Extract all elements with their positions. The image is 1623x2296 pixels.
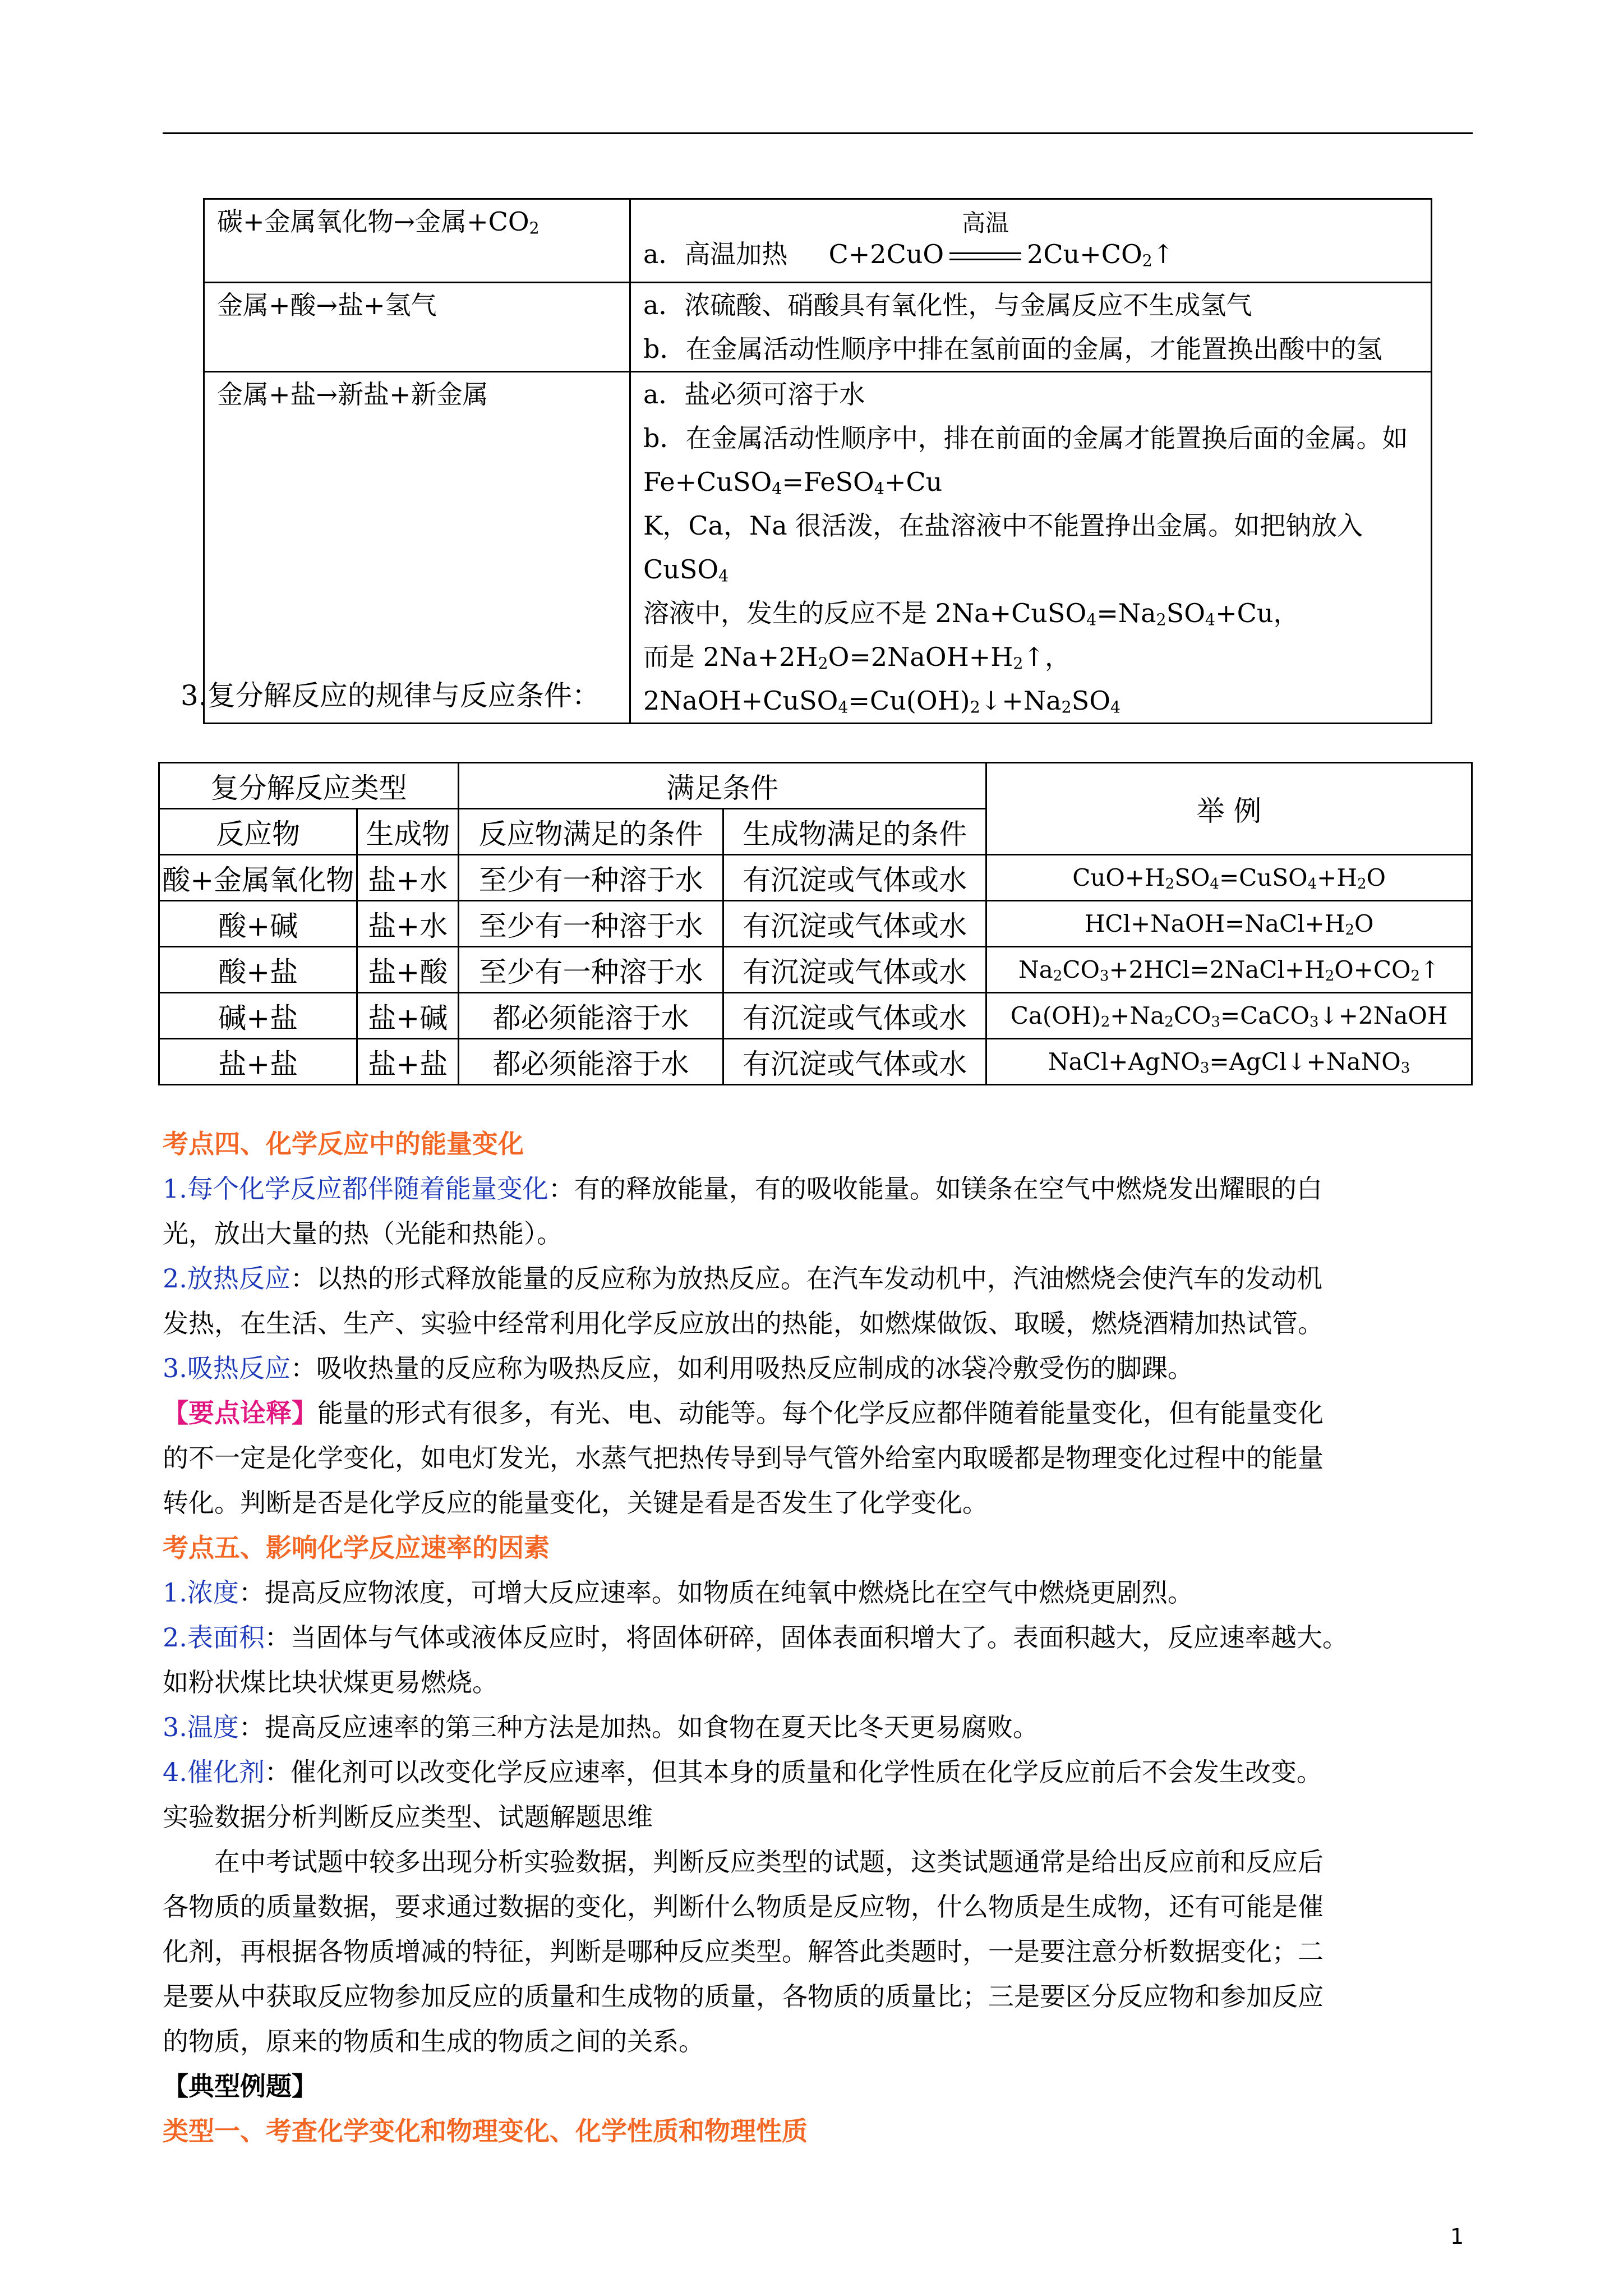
- t2-header-type: 复分解反应类型: [159, 763, 459, 809]
- note-label: 【要点诠释】: [163, 1398, 317, 1428]
- analysis-cont: 化剂，再根据各物质增减的特征，判断是哪种反应类型。解答此类题时，一是要注意分析数据变化；二: [163, 1936, 1324, 1967]
- cell-product-cond: 有沉淀或气体或水: [723, 993, 986, 1039]
- replacement-table: [203, 198, 1432, 724]
- kp5-p4: 4.催化剂：催化剂可以改变化学反应速率，但其本身的质量和化学性质在化学反应前后不会发生改变。: [163, 1757, 1322, 1787]
- cell-reactant-cond: 至少有一种溶于水: [459, 901, 723, 947]
- t1-r2-right: a．浓硫酸、硝酸具有氧化性，与金属反应不生成氢气 b．在金属活动性顺序中排在氢前面的金属，才能置换出酸中的氢: [630, 283, 1432, 372]
- t2-header-reactant: 反应物: [159, 809, 357, 855]
- kp5-p3: 3.温度：提高反应速率的第三种方法是加热。如食物在夏天比冬天更易腐败。: [163, 1712, 1039, 1742]
- reaction-condition: 高温: [949, 232, 1021, 276]
- kp4-p1: 1.每个化学反应都伴随着能量变化：有的释放能量，有的吸收能量。如镁条在空气中燃烧发出耀眼的白: [163, 1174, 1322, 1204]
- t1-r3-right: a．盐必须可溶于水 b．在金属活动性顺序中，排在前面的金属才能置换后面的金属。如 Fe+CuSO$_4$=FeSO$_4$+Cu K，Ca，Na 很活泼，在盐溶液中不能置挣出金属。如把钠放入 CuSO$_4$ 溶液中，发生的反应不是 $2Na+CuSO_4=Na_2SO_4+Cu$， 而是 $2Na+2H_2O=2NaOH+H_2↑$，$2NaOH+CuSO_4=Cu(OH)_2↓+Na_2SO_4$: [630, 372, 1432, 724]
- cell-reactant-cond: 至少有一种溶于水: [459, 855, 723, 901]
- cell-product-cond: 有沉淀或气体或水: [723, 947, 986, 993]
- examples-title: 【典型例题】: [163, 2071, 317, 2101]
- t2-header-reactant-cond: 反应物满足的条件: [459, 809, 723, 855]
- analysis-cont: 各物质的质量数据，要求通过数据的变化，判断什么物质是反应物，什么物质是生成物，还有可能是催: [163, 1892, 1324, 1922]
- t2-header-example: 举 例: [986, 763, 1472, 855]
- cell-reactant: 酸+盐: [159, 947, 357, 993]
- analysis-cont: 的物质，原来的物质和生成的物质之间的关系。: [163, 2026, 704, 2056]
- t1-r1-right: a．高温加热 C+2CuO 高温 $2Cu+CO_2↑$: [630, 199, 1432, 283]
- kp4-section: [163, 1121, 1475, 2154]
- cell-product-cond: 有沉淀或气体或水: [723, 1039, 986, 1085]
- analysis-p1: 在中考试题中较多出现分析实验数据，判断反应类型的试题，这类试题通常是给出反应前和反应后: [214, 1847, 1324, 1877]
- kp4-note: 【要点诠释】能量的形式有很多，有光、电、动能等。每个化学反应都伴随着能量变化，但有能量变化: [163, 1398, 1324, 1428]
- t2-header-condition: 满足条件: [459, 763, 986, 809]
- t1-r3-left: 金属+盐→新盐+新金属: [204, 372, 630, 724]
- kp4-p1-cont: 光，放出大量的热（光能和热能）。: [163, 1218, 562, 1249]
- kp4-p2-cont: 发热，在生活、生产、实验中经常利用化学反应放出的热能，如燃煤做饭、取暖，燃烧酒精加热试管。: [163, 1308, 1324, 1338]
- cell-product: 盐+碱: [357, 993, 459, 1039]
- cell-example: $Ca(OH)_2+Na_2CO_3=CaCO_3↓+2NaOH$: [986, 993, 1472, 1039]
- t1-r2-left: 金属+酸→盐+氢气: [204, 283, 630, 372]
- cell-reactant: 盐+盐: [159, 1039, 357, 1085]
- kp4-note-cont: 的不一定是化学变化，如电灯发光，水蒸气把热传导到导气管外给室内取暖都是物理变化过程中的能量: [163, 1443, 1324, 1473]
- cell-example: $HCl+NaOH=NaCl+H_2O$: [986, 901, 1472, 947]
- page-number: 1: [1450, 2224, 1464, 2249]
- table-row: [159, 993, 1472, 1039]
- table-row: [159, 947, 1472, 993]
- kp4-p3: 3.吸热反应：吸收热量的反应称为吸热反应，如利用吸热反应制成的冰袋冷敷受伤的脚踝。: [163, 1353, 1193, 1383]
- cell-reactant-cond: 至少有一种溶于水: [459, 947, 723, 993]
- t1-r1-left: 碳+金属氧化物→金属$+CO_2$: [204, 199, 630, 283]
- cell-example: NaCl+AgNO$_3$=AgCl↓+NaNO$_3$: [986, 1039, 1472, 1085]
- kp5-p2: 2.表面积：当固体与气体或液体反应时，将固体研碎，固体表面积增大了。表面积越大，反应速率越大。: [163, 1622, 1348, 1653]
- cell-reactant: 碱+盐: [159, 993, 357, 1039]
- cell-product: 盐+水: [357, 855, 459, 901]
- cell-product-cond: 有沉淀或气体或水: [723, 901, 986, 947]
- cell-reactant: 酸+碱: [159, 901, 357, 947]
- kp4-p2: 2.放热反应：以热的形式释放能量的反应称为放热反应。在汽车发动机中，汽油燃烧会使汽车的发动机: [163, 1263, 1322, 1294]
- cell-product: 盐+酸: [357, 947, 459, 993]
- section3-title: 3.复分解反应的规律与反应条件：: [181, 679, 600, 712]
- cell-reactant: 酸+金属氧化物: [159, 855, 357, 901]
- cell-reactant-cond: 都必须能溶于水: [459, 1039, 723, 1085]
- analysis-title: 实验数据分析判断反应类型、试题解题思维: [163, 1802, 653, 1832]
- type1-title: 类型一、考查化学变化和物理变化、化学性质和物理性质: [163, 2116, 808, 2146]
- double-decomposition-table: [158, 762, 1473, 1085]
- table-row: [159, 901, 1472, 947]
- kp5-title: 考点五、影响化学反应速率的因素: [163, 1533, 550, 1563]
- t2-header-product: 生成物: [357, 809, 459, 855]
- table-row: [159, 1039, 1472, 1085]
- kp4-note-cont: 转化。判断是否是化学反应的能量变化，关键是看是否发生了化学变化。: [163, 1488, 988, 1518]
- t2-header-product-cond: 生成物满足的条件: [723, 809, 986, 855]
- cell-example: $CuO+H_2SO_4=CuSO_4+H_2O$: [986, 855, 1472, 901]
- cell-product: 盐+水: [357, 901, 459, 947]
- cell-example: $Na_2CO_3+2HCl=2NaCl+H_2O+CO_2↑$: [986, 947, 1472, 993]
- cell-product-cond: 有沉淀或气体或水: [723, 855, 986, 901]
- cell-reactant-cond: 都必须能溶于水: [459, 993, 723, 1039]
- kp5-p1: 1.浓度：提高反应物浓度，可增大反应速率。如物质在纯氧中燃烧比在空气中燃烧更剧烈。: [163, 1577, 1193, 1608]
- analysis-cont: 是要从中获取反应物参加反应的质量和生成物的质量，各物质的质量比；三是要区分反应物和参加反应: [163, 1981, 1324, 2012]
- cell-product: 盐+盐: [357, 1039, 459, 1085]
- kp5-p2-cont: 如粉状煤比块状煤更易燃烧。: [163, 1667, 498, 1697]
- table-row: [159, 855, 1472, 901]
- kp4-title: 考点四、化学反应中的能量变化: [163, 1129, 524, 1159]
- header-rule: [163, 132, 1473, 134]
